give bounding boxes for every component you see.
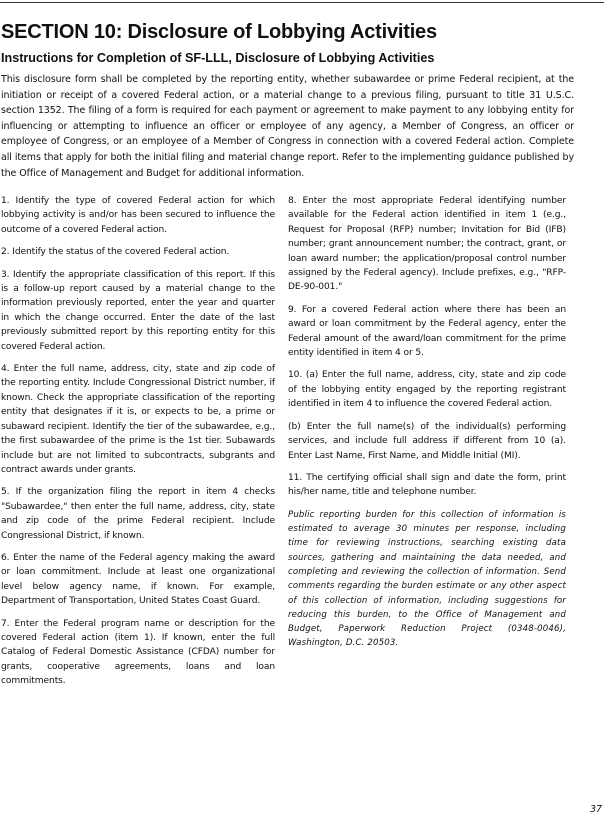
- instructions-subtitle: Instructions for Completion of SF-LLL, Disclosure of Lobbying Activities: [1, 51, 435, 65]
- instruction-item-8: 8. Enter the most appropriate Federal identifying number available for the Federal action identified in item 1 (e.g., Request for Proposal (RFP) number; Invitation for Bid (IFB) number; grant announcement number; the contract, grant, or loan award number; the application/proposal control number assigned by the Federal agency). Include prefixes, e.g., "RFP-DE-90-001.": [288, 196, 566, 293]
- instruction-item-3: 3. Identify the appropriate classification of this report. If this is a follow-up report caused by a material change to the information previously reported, enter the year and quarter in which the change occurred. Enter the date of the last previously submitted report by this reporting entity for this covered Federal action.: [1, 269, 275, 352]
- instruction-item-10b: (b) Enter the full name(s) of the individual(s) performing services, and include full address if different from 10 (a). Enter Last Name, First Name, and Middle Initial (MI).: [288, 421, 566, 461]
- burden-statement: Public reporting burden for this collection of information is estimated to average 30 minutes per response, including time for reviewing instructions, searching existing data sources, gathering and maintaining the data needed, and completing and reviewing the collection of information. Send comments regarding the burden estimate or any other aspect of this collection of information, including suggestions for reducing this burden, to the Office of Management and Budget, Paperwork Reduction Project (0348-0046), Washington, D.C. 20503.: [288, 509, 566, 649]
- top-rule: [0, 2, 604, 3]
- instruction-item-10a: 10. (a) Enter the full name, address, city, state and zip code of the lobbying entity engaged by the reporting registrant identified in item 4 to influence the covered Federal action.: [288, 370, 566, 410]
- instruction-item-9: 9. For a covered Federal action where there has been an award or loan commitment by the Federal agency, enter the Federal amount of the award/loan commitment for the prime entity identified in item 4 or 5.: [288, 304, 566, 359]
- instruction-item-2: 2. Identify the status of the covered Federal action.: [1, 247, 230, 258]
- instruction-item-4: 4. Enter the full name, address, city, state and zip code of the reporting entity. Include Congressional District number, if known. Check the appropriate classification of the reporting entity that designates if it is, or expects to be, a prime or subaward recipient. Identify the tier of the subawardee, e.g., the first subawardee of the prime is the 1st tier. Subawards include but are not limited to subcontracts, subgrants and contract awards under grants.: [1, 364, 275, 475]
- page-number: 37: [590, 804, 603, 815]
- intro-paragraph: This disclosure form shall be completed by the reporting entity, whether subawardee or prime Federal recipient, at the initiation or receipt of a covered Federal action, or a material change to a previous filing, pursuant to title 31 U.S.C. section 1352. The filing of a form is required for each payment or agreement to make payment to any lobbying entity for influencing or attempting to influence an officer or employee of any agency, a Member of Congress, an officer or employee of Congress, or an employee of a Member of Congress in connection with a covered Federal action. Complete all items that apply for both the initial filing and material change report. Refer to the implementing guidance published by the Office of Management and Budget for additional information.: [1, 74, 574, 179]
- section-title: SECTION 10: Disclosure of Lobbying Activities: [1, 21, 437, 43]
- instruction-item-7: 7. Enter the Federal program name or description for the covered Federal action (item 1). If known, enter the full Catalog of Federal Domestic Assistance (CFDA) number for grants, cooperative agreements, loans and loan commitments.: [1, 618, 275, 687]
- instruction-item-5: 5. If the organization filing the report in item 4 checks "Subawardee," then enter the full name, address, city, state and zip code of the prime Federal recipient. Include Congressional District, if known.: [1, 487, 275, 541]
- instruction-item-11: 11. The certifying official shall sign and date the form, print his/her name, title and telephone number.: [288, 472, 566, 498]
- instruction-item-6: 6. Enter the name of the Federal agency making the award or loan commitment. Include at least one organizational level below agency name, if known. For example, Department of Transportation, United States Coast Guard.: [1, 552, 275, 607]
- left-column: [1, 194, 275, 697]
- right-column: [288, 194, 566, 659]
- instruction-item-1: 1. Identify the type of covered Federal action for which lobbying activity is and/or has been secured to influence the outcome of a covered Federal action.: [1, 196, 275, 235]
